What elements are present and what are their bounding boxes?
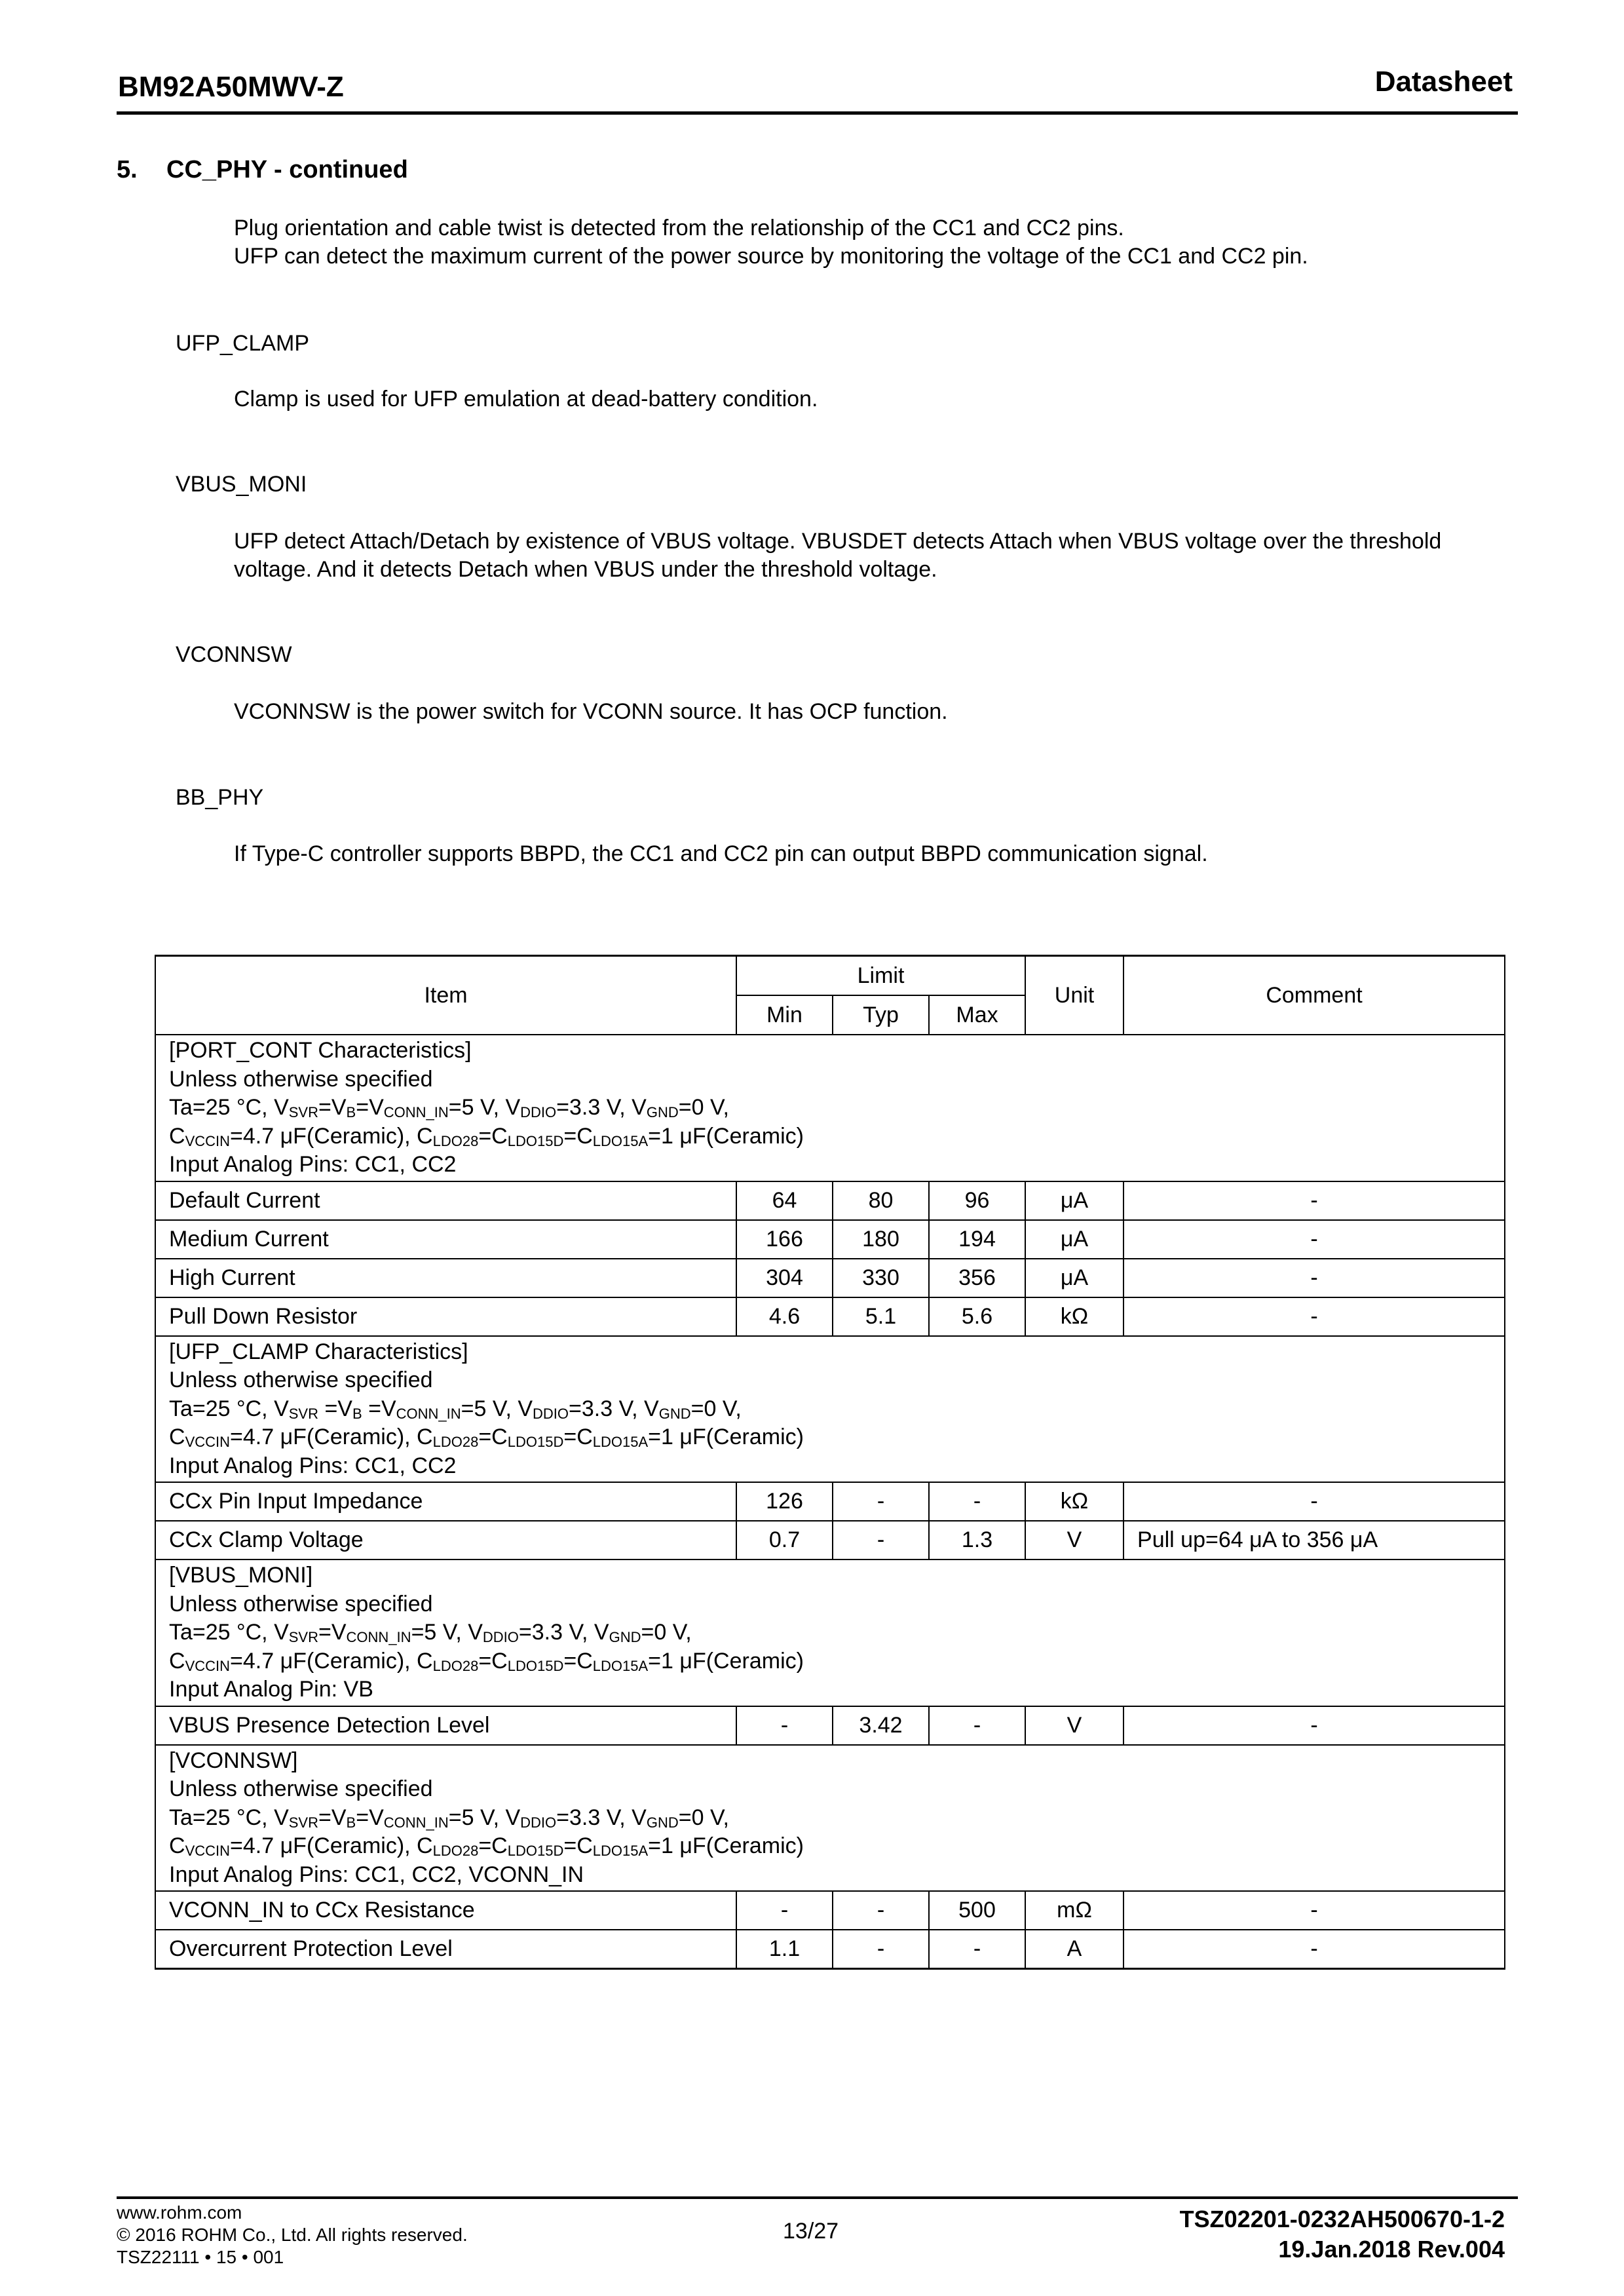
doc-number: TSZ02201-0232AH500670-1-2 bbox=[1179, 2206, 1505, 2232]
typ-value: - bbox=[833, 1891, 929, 1930]
condition-line-1: Ta=25 °C, $V_{SVR}=V_B=V_{CONN\_IN}=5$ V, $V_{DDIO}=3.3$ V, $V_{GND}=0$ V, bbox=[169, 1095, 729, 1120]
min-value: - bbox=[736, 1706, 833, 1745]
item-name: Overcurrent Protection Level bbox=[155, 1930, 736, 1969]
header-comment: Comment bbox=[1124, 956, 1505, 1035]
intro-line-1: Plug orientation and cable twist is detected from the relationship of the CC1 and CC2 pins. bbox=[234, 216, 1124, 240]
comment-value: - bbox=[1124, 1891, 1505, 1930]
table-row bbox=[155, 1521, 1505, 1559]
condition-pins: Input Analog Pins: CC1, CC2, VCONN_IN bbox=[169, 1862, 584, 1887]
condition-line-2: $C_{VCCIN}=4.7$ μF(Ceramic), $C_{LDO28}=C_{LDO15D}=C_{LDO15A}=1$ μF(Ceramic) bbox=[169, 1425, 804, 1450]
electrical-characteristics-table bbox=[155, 955, 1505, 1970]
header-max: Max bbox=[929, 995, 1025, 1035]
unit-value: A bbox=[1025, 1930, 1124, 1969]
comment-value: - bbox=[1124, 1706, 1505, 1745]
header-unit: Unit bbox=[1025, 956, 1124, 1035]
condition-line-1: Ta=25 °C, $V_{SVR}=V_B=V_{CONN\_IN}=5$ V, $V_{DDIO}=3.3$ V, $V_{GND}=0$ V, bbox=[169, 1805, 729, 1831]
part-number: BM92A50MWV-Z bbox=[118, 71, 344, 103]
typ-value: 180 bbox=[833, 1220, 929, 1259]
condition-row bbox=[155, 1336, 1505, 1483]
condition-unless: Unless otherwise specified bbox=[169, 1368, 433, 1392]
item-name: VCONN_IN to CCx Resistance bbox=[155, 1891, 736, 1930]
max-value: - bbox=[929, 1930, 1025, 1969]
condition-row bbox=[155, 1559, 1505, 1706]
unit-value: mΩ bbox=[1025, 1891, 1124, 1930]
max-value: 5.6 bbox=[929, 1297, 1025, 1336]
condition-title: [VCONNSW] bbox=[169, 1748, 298, 1773]
comment-value: Pull up=64 μA to 356 μA bbox=[1124, 1521, 1505, 1559]
item-name: CCx Pin Input Impedance bbox=[155, 1482, 736, 1521]
max-value: 500 bbox=[929, 1891, 1025, 1930]
typ-value: 80 bbox=[833, 1181, 929, 1220]
paragraph-vbus-moni: UFP detect Attach/Detach by existence of VBUS voltage. VBUSDET detects Attach when VBUS voltage over the threshold voltage. And it detects Detach when VBUS under the threshold voltage. bbox=[234, 529, 1442, 582]
footer-form-code: TSZ22111 • 15 • 001 bbox=[117, 2247, 284, 2267]
max-value: - bbox=[929, 1482, 1025, 1521]
comment-value: - bbox=[1124, 1930, 1505, 1969]
min-value: 304 bbox=[736, 1259, 833, 1297]
item-name: Medium Current bbox=[155, 1220, 736, 1259]
footer-right bbox=[1180, 2204, 1505, 2265]
header-item: Item bbox=[155, 956, 736, 1035]
min-value: 64 bbox=[736, 1181, 833, 1220]
condition-title: [VBUS_MONI] bbox=[169, 1563, 313, 1588]
section-heading bbox=[117, 156, 408, 184]
table-row bbox=[155, 1482, 1505, 1521]
item-name: High Current bbox=[155, 1259, 736, 1297]
header-min: Min bbox=[736, 995, 833, 1035]
min-value: 0.7 bbox=[736, 1521, 833, 1559]
condition-block-vbus-moni bbox=[155, 1559, 1505, 1706]
max-value: - bbox=[929, 1706, 1025, 1745]
min-value: - bbox=[736, 1891, 833, 1930]
typ-value: 5.1 bbox=[833, 1297, 929, 1336]
table-row bbox=[155, 1259, 1505, 1297]
min-value: 4.6 bbox=[736, 1297, 833, 1336]
intro-paragraph bbox=[234, 214, 1518, 271]
unit-value: μA bbox=[1025, 1220, 1124, 1259]
header-divider bbox=[117, 111, 1518, 115]
paragraph-bb-phy: If Type-C controller supports BBPD, the CC1 and CC2 pin can output BBPD communication signal. bbox=[234, 841, 1208, 866]
comment-value: - bbox=[1124, 1259, 1505, 1297]
max-value: 1.3 bbox=[929, 1521, 1025, 1559]
paragraph-vconnsw: VCONNSW is the power switch for VCONN source. It has OCP function. bbox=[234, 699, 948, 724]
unit-value: kΩ bbox=[1025, 1482, 1124, 1521]
typ-value: 330 bbox=[833, 1259, 929, 1297]
condition-line-1: Ta=25 °C, $V_{SVR} =V_B =V_{CONN\_IN}=5$ V, $V_{DDIO}=3.3$ V, $V_{GND}=0$ V, bbox=[169, 1396, 742, 1422]
unit-value: V bbox=[1025, 1706, 1124, 1745]
unit-value: V bbox=[1025, 1521, 1124, 1559]
condition-line-2: $C_{VCCIN}=4.7$ μF(Ceramic), $C_{LDO28}=C_{LDO15D}=C_{LDO15A}=1$ μF(Ceramic) bbox=[169, 1648, 804, 1674]
condition-pins: Input Analog Pin: VB bbox=[169, 1677, 373, 1702]
table-row bbox=[155, 1220, 1505, 1259]
condition-title: [PORT_CONT Characteristics] bbox=[169, 1038, 472, 1063]
footer-left bbox=[117, 2202, 468, 2268]
max-value: 356 bbox=[929, 1259, 1025, 1297]
condition-block-vconnsw bbox=[155, 1745, 1505, 1892]
min-value: 1.1 bbox=[736, 1930, 833, 1969]
min-value: 126 bbox=[736, 1482, 833, 1521]
comment-value: - bbox=[1124, 1220, 1505, 1259]
table-row bbox=[155, 1930, 1505, 1969]
condition-unless: Unless otherwise specified bbox=[169, 1066, 433, 1092]
paragraph-ufp-clamp: Clamp is used for UFP emulation at dead-battery condition. bbox=[234, 387, 818, 411]
section-number: 5. bbox=[117, 156, 138, 183]
condition-line-2: $C_{VCCIN}=4.7$ μF(Ceramic), $C_{LDO28}=C_{LDO15D}=C_{LDO15A}=1$ μF(Ceramic) bbox=[169, 1123, 804, 1149]
condition-unless: Unless otherwise specified bbox=[169, 1591, 433, 1617]
condition-pins: Input Analog Pins: CC1, CC2 bbox=[169, 1453, 457, 1478]
header-limit: Limit bbox=[736, 956, 1025, 996]
item-name: CCx Clamp Voltage bbox=[155, 1521, 736, 1559]
page-number: 13/27 bbox=[783, 2219, 839, 2244]
item-name: Default Current bbox=[155, 1181, 736, 1220]
typ-value: - bbox=[833, 1482, 929, 1521]
min-value: 166 bbox=[736, 1220, 833, 1259]
comment-value: - bbox=[1124, 1482, 1505, 1521]
condition-title: [UFP_CLAMP Characteristics] bbox=[169, 1339, 468, 1364]
item-name: Pull Down Resistor bbox=[155, 1297, 736, 1336]
subheading-ufp-clamp: UFP_CLAMP bbox=[176, 331, 310, 356]
max-value: 194 bbox=[929, 1220, 1025, 1259]
condition-line-2: $C_{VCCIN}=4.7$ μF(Ceramic), $C_{LDO28}=C_{LDO15D}=C_{LDO15A}=1$ μF(Ceramic) bbox=[169, 1833, 804, 1859]
footer-website[interactable]: www.rohm.com bbox=[117, 2202, 242, 2223]
footer-copyright: © 2016 ROHM Co., Ltd. All rights reserved. bbox=[117, 2225, 468, 2245]
condition-unless: Unless otherwise specified bbox=[169, 1776, 433, 1801]
table-row bbox=[155, 1891, 1505, 1930]
comment-value: - bbox=[1124, 1297, 1505, 1336]
subheading-vbus-moni: VBUS_MONI bbox=[176, 472, 307, 497]
condition-block-port-cont bbox=[155, 1035, 1505, 1181]
table-row bbox=[155, 1181, 1505, 1220]
date-revision: 19.Jan.2018 Rev.004 bbox=[1278, 2236, 1505, 2263]
item-name: VBUS Presence Detection Level bbox=[155, 1706, 736, 1745]
condition-pins: Input Analog Pins: CC1, CC2 bbox=[169, 1152, 457, 1177]
condition-block-ufp-clamp bbox=[155, 1336, 1505, 1483]
doc-type: Datasheet bbox=[1374, 66, 1513, 98]
header-typ: Typ bbox=[833, 995, 929, 1035]
unit-value: μA bbox=[1025, 1259, 1124, 1297]
table-row bbox=[155, 1297, 1505, 1336]
section-title: CC_PHY - continued bbox=[166, 156, 408, 183]
typ-value: - bbox=[833, 1521, 929, 1559]
footer-divider bbox=[117, 2196, 1518, 2199]
comment-value: - bbox=[1124, 1181, 1505, 1220]
condition-line-1: Ta=25 °C, $V_{SVR}=V_{CONN\_IN}=5$ V, $V_{DDIO}=3.3$ V, $V_{GND}=0$ V, bbox=[169, 1620, 692, 1645]
unit-value: μA bbox=[1025, 1181, 1124, 1220]
condition-row bbox=[155, 1035, 1505, 1181]
table-row bbox=[155, 1706, 1505, 1745]
intro-line-2: UFP can detect the maximum current of the power source by monitoring the voltage of the CC1 and CC2 pin. bbox=[234, 244, 1308, 269]
subheading-vconnsw: VCONNSW bbox=[176, 642, 292, 667]
typ-value: 3.42 bbox=[833, 1706, 929, 1745]
max-value: 96 bbox=[929, 1181, 1025, 1220]
typ-value: - bbox=[833, 1930, 929, 1969]
condition-row bbox=[155, 1745, 1505, 1892]
unit-value: kΩ bbox=[1025, 1297, 1124, 1336]
subheading-bb-phy: BB_PHY bbox=[176, 785, 264, 810]
